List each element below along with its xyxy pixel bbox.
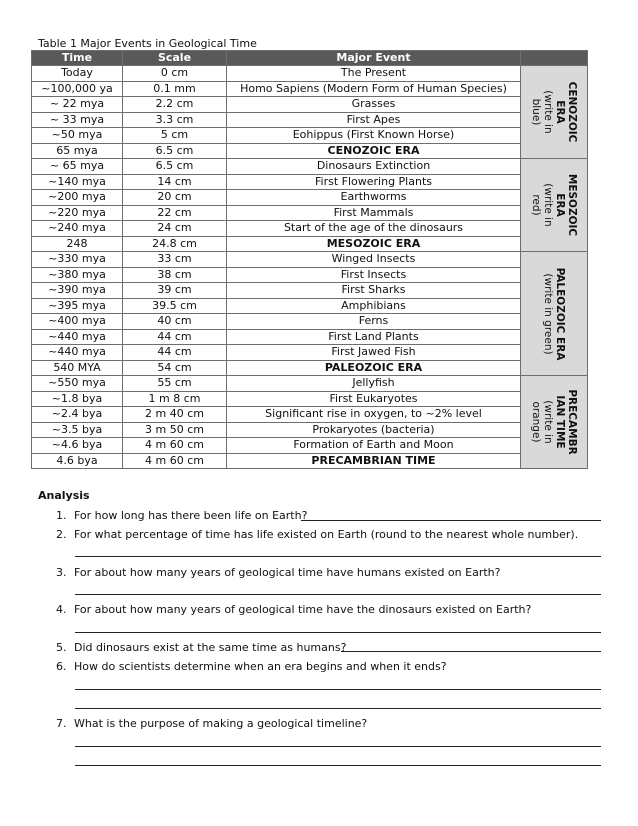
era-note-line: (write in bbox=[542, 183, 554, 227]
header-event: Major Event bbox=[227, 51, 521, 66]
time-cell: ~395 mya bbox=[32, 298, 123, 314]
era-name-line: MESOZOIC bbox=[566, 173, 578, 237]
era-name-line: PALEOZOIC ERA bbox=[554, 267, 566, 360]
time-cell: 540 MYA bbox=[32, 360, 123, 376]
table-row bbox=[32, 97, 588, 113]
table-row bbox=[32, 174, 588, 190]
question-number: 2. bbox=[56, 528, 67, 541]
scale-cell: 0.1 mm bbox=[123, 81, 227, 97]
era-label bbox=[530, 174, 578, 236]
question-number: 1. bbox=[56, 509, 67, 522]
scale-cell: 33 cm bbox=[123, 252, 227, 268]
event-cell: Grasses bbox=[227, 97, 521, 113]
era-note-line: (write in bbox=[542, 400, 554, 444]
time-cell: ~ 33 mya bbox=[32, 112, 123, 128]
question-number: 7. bbox=[56, 717, 67, 730]
event-cell: Significant rise in oxygen, to ~2% level bbox=[227, 407, 521, 423]
question-text: For how long has there been life on Earth? bbox=[74, 509, 308, 522]
table-row bbox=[32, 376, 588, 392]
event-cell: The Present bbox=[227, 66, 521, 82]
table-row bbox=[32, 252, 588, 268]
era-label-cell bbox=[521, 376, 588, 469]
question-3 bbox=[56, 566, 500, 579]
scale-cell: 4 m 60 cm bbox=[123, 438, 227, 454]
era-name-line: CENOZOIC bbox=[566, 81, 578, 143]
era-label bbox=[530, 82, 578, 143]
scale-cell: 22 cm bbox=[123, 205, 227, 221]
event-cell: Formation of Earth and Moon bbox=[227, 438, 521, 454]
question-number: 5. bbox=[56, 641, 67, 654]
era-name-line: IAN TIME bbox=[554, 395, 566, 449]
event-cell: Homo Sapiens (Modern Form of Human Species) bbox=[227, 81, 521, 97]
question-4 bbox=[56, 603, 531, 616]
table-row bbox=[32, 143, 588, 159]
time-cell: ~4.6 bya bbox=[32, 438, 123, 454]
event-cell: PRECAMBRIAN TIME bbox=[227, 453, 521, 469]
question-text: Did dinosaurs exist at the same time as humans? bbox=[74, 641, 347, 654]
era-note-line: orange) bbox=[530, 401, 542, 443]
question-text: For about how many years of geological time have humans existed on Earth? bbox=[74, 566, 501, 579]
scale-cell: 6.5 cm bbox=[123, 143, 227, 159]
era-label-cell bbox=[521, 252, 588, 376]
answer-line-7b[interactable] bbox=[75, 765, 601, 766]
answer-line-2[interactable] bbox=[75, 556, 601, 557]
question-text: What is the purpose of making a geological timeline? bbox=[74, 717, 368, 730]
time-cell: 248 bbox=[32, 236, 123, 252]
scale-cell: 39.5 cm bbox=[123, 298, 227, 314]
table-row bbox=[32, 407, 588, 423]
scale-cell: 0 cm bbox=[123, 66, 227, 82]
event-cell: Ferns bbox=[227, 314, 521, 330]
era-label bbox=[530, 389, 578, 454]
question-7 bbox=[56, 717, 367, 730]
header-time: Time bbox=[32, 51, 123, 66]
scale-cell: 39 cm bbox=[123, 283, 227, 299]
answer-line-7a[interactable] bbox=[75, 746, 601, 747]
scale-cell: 3.3 cm bbox=[123, 112, 227, 128]
event-cell: CENOZOIC ERA bbox=[227, 143, 521, 159]
scale-cell: 3 m 50 cm bbox=[123, 422, 227, 438]
scale-cell: 6.5 cm bbox=[123, 159, 227, 175]
era-name-line: ERA bbox=[554, 100, 566, 124]
era-name-line: ERA bbox=[554, 193, 566, 217]
time-cell: ~140 mya bbox=[32, 174, 123, 190]
scale-cell: 44 cm bbox=[123, 345, 227, 361]
event-cell: Amphibians bbox=[227, 298, 521, 314]
time-cell: ~330 mya bbox=[32, 252, 123, 268]
question-text: For what percentage of time has life existed on Earth (round to the nearest whole number). bbox=[74, 528, 579, 541]
table-row bbox=[32, 438, 588, 454]
table-row bbox=[32, 298, 588, 314]
table-row bbox=[32, 112, 588, 128]
era-label-cell bbox=[521, 159, 588, 252]
era-note-line: (write in green) bbox=[542, 272, 554, 355]
geological-time-table bbox=[31, 50, 588, 469]
scale-cell: 54 cm bbox=[123, 360, 227, 376]
header-era bbox=[521, 51, 588, 66]
question-text: For about how many years of geological time have the dinosaurs existed on Earth? bbox=[74, 603, 532, 616]
table-row bbox=[32, 190, 588, 206]
time-cell: ~200 mya bbox=[32, 190, 123, 206]
scale-cell: 2.2 cm bbox=[123, 97, 227, 113]
event-cell: MESOZOIC ERA bbox=[227, 236, 521, 252]
scale-cell: 24.8 cm bbox=[123, 236, 227, 252]
table-row bbox=[32, 221, 588, 237]
header-scale: Scale bbox=[123, 51, 227, 66]
scale-cell: 4 m 60 cm bbox=[123, 453, 227, 469]
table-row bbox=[32, 81, 588, 97]
table-caption: Table 1 Major Events in Geological Time bbox=[38, 37, 257, 50]
scale-cell: 20 cm bbox=[123, 190, 227, 206]
question-2 bbox=[56, 528, 578, 541]
time-cell: ~240 mya bbox=[32, 221, 123, 237]
event-cell: Eohippus (First Known Horse) bbox=[227, 128, 521, 144]
analysis-heading: Analysis bbox=[38, 489, 90, 502]
era-label-cell bbox=[521, 66, 588, 159]
era-note-line: (write in bbox=[542, 90, 554, 134]
scale-cell: 2 m 40 cm bbox=[123, 407, 227, 423]
table-row bbox=[32, 329, 588, 345]
table-row bbox=[32, 453, 588, 469]
time-cell: ~2.4 bya bbox=[32, 407, 123, 423]
scale-cell: 55 cm bbox=[123, 376, 227, 392]
era-label bbox=[542, 267, 566, 360]
event-cell: Jellyfish bbox=[227, 376, 521, 392]
table-row bbox=[32, 236, 588, 252]
event-cell: First Eukaryotes bbox=[227, 391, 521, 407]
time-cell: ~440 mya bbox=[32, 329, 123, 345]
table-row bbox=[32, 159, 588, 175]
era-note-line: red) bbox=[530, 194, 542, 216]
scale-cell: 1 m 8 cm bbox=[123, 391, 227, 407]
event-cell: Prokaryotes (bacteria) bbox=[227, 422, 521, 438]
event-cell: First Flowering Plants bbox=[227, 174, 521, 190]
question-text: How do scientists determine when an era begins and when it ends? bbox=[74, 660, 447, 673]
event-cell: Earthworms bbox=[227, 190, 521, 206]
question-number: 4. bbox=[56, 603, 67, 616]
era-note-line: blue) bbox=[530, 98, 542, 126]
question-1 bbox=[56, 509, 307, 522]
time-cell: ~ 65 mya bbox=[32, 159, 123, 175]
scale-cell: 38 cm bbox=[123, 267, 227, 283]
question-5 bbox=[56, 641, 346, 654]
time-cell: ~380 mya bbox=[32, 267, 123, 283]
table-row bbox=[32, 283, 588, 299]
time-cell: ~100,000 ya bbox=[32, 81, 123, 97]
time-cell: ~50 mya bbox=[32, 128, 123, 144]
question-number: 3. bbox=[56, 566, 67, 579]
scale-cell: 44 cm bbox=[123, 329, 227, 345]
scale-cell: 5 cm bbox=[123, 128, 227, 144]
event-cell: PALEOZOIC ERA bbox=[227, 360, 521, 376]
question-number: 6. bbox=[56, 660, 67, 673]
time-cell: ~390 mya bbox=[32, 283, 123, 299]
scale-cell: 40 cm bbox=[123, 314, 227, 330]
table-row bbox=[32, 66, 588, 82]
table-row bbox=[32, 422, 588, 438]
time-cell: Today bbox=[32, 66, 123, 82]
event-cell: First Mammals bbox=[227, 205, 521, 221]
event-cell: Dinosaurs Extinction bbox=[227, 159, 521, 175]
time-cell: ~1.8 bya bbox=[32, 391, 123, 407]
era-name-line: PRECAMBR bbox=[566, 389, 578, 455]
time-cell: ~550 mya bbox=[32, 376, 123, 392]
table-row bbox=[32, 128, 588, 144]
answer-line-4[interactable] bbox=[75, 632, 601, 633]
answer-line-6b[interactable] bbox=[75, 708, 601, 709]
answer-line-6a[interactable] bbox=[75, 689, 601, 690]
table-row bbox=[32, 205, 588, 221]
time-cell: ~400 mya bbox=[32, 314, 123, 330]
table-row bbox=[32, 314, 588, 330]
scale-cell: 24 cm bbox=[123, 221, 227, 237]
question-6 bbox=[56, 660, 447, 673]
event-cell: First Land Plants bbox=[227, 329, 521, 345]
scale-cell: 14 cm bbox=[123, 174, 227, 190]
table-row bbox=[32, 391, 588, 407]
event-cell: First Jawed Fish bbox=[227, 345, 521, 361]
event-cell: Start of the age of the dinosaurs bbox=[227, 221, 521, 237]
time-cell: 4.6 bya bbox=[32, 453, 123, 469]
time-cell: ~3.5 bya bbox=[32, 422, 123, 438]
time-cell: ~ 22 mya bbox=[32, 97, 123, 113]
time-cell: 65 mya bbox=[32, 143, 123, 159]
table-row bbox=[32, 267, 588, 283]
table-row bbox=[32, 345, 588, 361]
event-cell: First Sharks bbox=[227, 283, 521, 299]
answer-line-5[interactable] bbox=[341, 651, 601, 652]
event-cell: First Insects bbox=[227, 267, 521, 283]
table-body bbox=[32, 66, 588, 469]
answer-line-1[interactable] bbox=[301, 520, 601, 521]
table-header-row bbox=[32, 51, 588, 66]
event-cell: Winged Insects bbox=[227, 252, 521, 268]
table-row bbox=[32, 360, 588, 376]
event-cell: First Apes bbox=[227, 112, 521, 128]
time-cell: ~220 mya bbox=[32, 205, 123, 221]
answer-line-3[interactable] bbox=[75, 594, 601, 595]
time-cell: ~440 mya bbox=[32, 345, 123, 361]
